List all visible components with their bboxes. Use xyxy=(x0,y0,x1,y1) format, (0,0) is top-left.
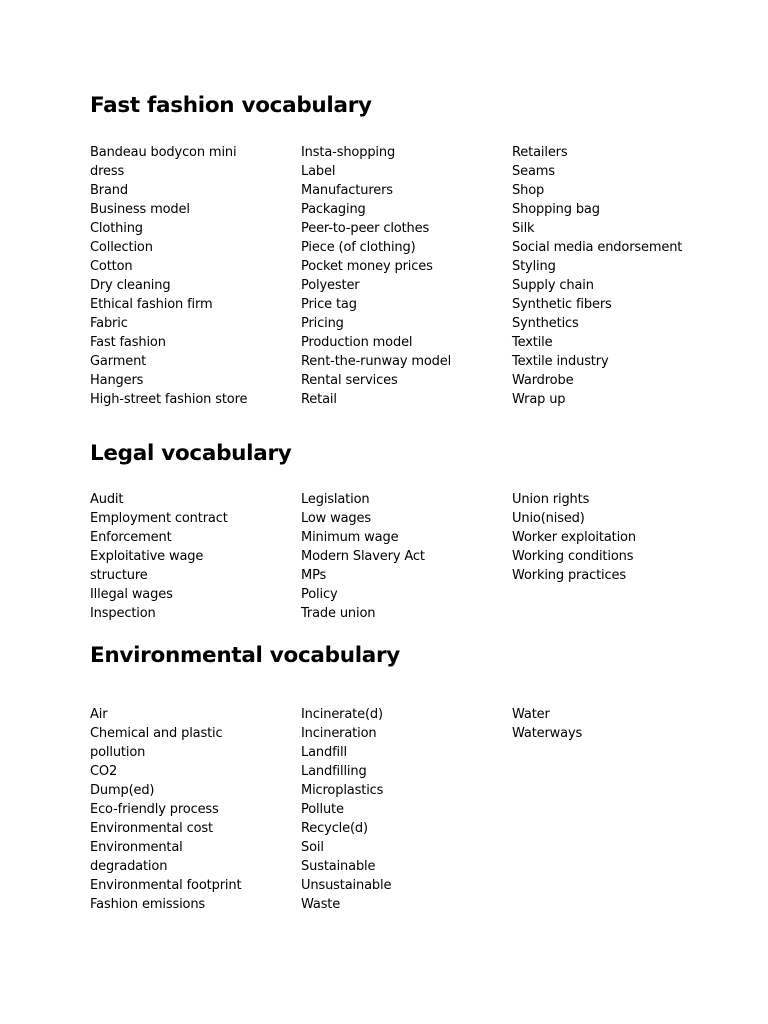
vocab-term: Union rights xyxy=(512,492,590,507)
vocab-term: High-street fashion store xyxy=(90,392,248,407)
vocab-column-2 xyxy=(301,490,506,623)
vocab-term: Chemical and plastic pollution xyxy=(90,726,223,760)
vocab-term: Pocket money prices xyxy=(301,259,433,274)
vocab-term: Landfilling xyxy=(301,764,367,779)
vocab-term: Supply chain xyxy=(512,278,594,293)
vocab-term: Waste xyxy=(301,897,341,912)
vocab-term: Packaging xyxy=(301,202,366,217)
vocab-term: Bandeau bodycon mini dress xyxy=(90,145,237,179)
vocab-term: Employment contract xyxy=(90,511,228,526)
vocab-term: Dump(ed) xyxy=(90,783,155,798)
vocab-term: Rent-the-runway model xyxy=(301,354,452,369)
vocab-term: Rental services xyxy=(301,373,398,388)
vocab-column-1 xyxy=(90,490,295,623)
vocab-term: Pollute xyxy=(301,802,344,817)
vocab-term: Policy xyxy=(301,587,338,602)
vocab-term: Inspection xyxy=(90,606,156,621)
vocab-term: Textile industry xyxy=(512,354,609,369)
vocab-term: Cotton xyxy=(90,259,133,274)
vocab-column-3 xyxy=(512,705,717,743)
vocab-term: Wardrobe xyxy=(512,373,574,388)
vocab-term: Garment xyxy=(90,354,147,369)
vocab-term: Soil xyxy=(301,840,324,855)
vocabulary-page xyxy=(90,0,730,1024)
vocab-term: Polyester xyxy=(301,278,360,293)
vocab-term: Ethical fashion firm xyxy=(90,297,213,312)
vocab-term: Textile xyxy=(512,335,553,350)
vocab-term: Synthetic fibers xyxy=(512,297,612,312)
vocab-term: Shop xyxy=(512,183,545,198)
vocab-term: Trade union xyxy=(301,606,376,621)
vocab-term: Wrap up xyxy=(512,392,566,407)
vocab-term: CO2 xyxy=(90,764,118,779)
vocab-term: Eco-friendly process xyxy=(90,802,219,817)
vocab-term: Pricing xyxy=(301,316,344,331)
vocab-column-3 xyxy=(512,490,717,585)
vocab-term: Modern Slavery Act xyxy=(301,549,425,564)
vocab-term: Business model xyxy=(90,202,190,217)
vocab-term: Working conditions xyxy=(512,549,634,564)
vocab-term: Manufacturers xyxy=(301,183,393,198)
vocab-term: Air xyxy=(90,707,108,722)
vocab-term: Landfill xyxy=(301,745,347,760)
vocab-term: Incinerate(d) xyxy=(301,707,383,722)
vocab-term: Label xyxy=(301,164,336,179)
vocab-term: Working practices xyxy=(512,568,626,583)
vocab-term: Production model xyxy=(301,335,413,350)
vocab-term: Unsustainable xyxy=(301,878,392,893)
vocab-term: Environmental footprint xyxy=(90,878,242,893)
vocab-term: MPs xyxy=(301,568,327,583)
vocab-term: Waterways xyxy=(512,726,583,741)
vocab-column-2 xyxy=(301,143,506,409)
vocab-term: Silk xyxy=(512,221,535,236)
vocab-column-2 xyxy=(301,705,506,914)
vocab-term: Recycle(d) xyxy=(301,821,368,836)
vocab-term: Retailers xyxy=(512,145,568,160)
vocab-term: Exploitative wage structure xyxy=(90,549,204,583)
vocab-term: Unio(nised) xyxy=(512,511,585,526)
vocab-term: Price tag xyxy=(301,297,357,312)
vocab-term: Clothing xyxy=(90,221,143,236)
vocab-term: Piece (of clothing) xyxy=(301,240,416,255)
vocab-term: Enforcement xyxy=(90,530,172,545)
section-title: Environmental vocabulary xyxy=(90,643,401,668)
vocab-term: Audit xyxy=(90,492,124,507)
vocab-term: Brand xyxy=(90,183,128,198)
vocab-term: Worker exploitation xyxy=(512,530,636,545)
vocab-term: Shopping bag xyxy=(512,202,600,217)
vocab-term: Hangers xyxy=(90,373,144,388)
vocab-term: Low wages xyxy=(301,511,372,526)
vocab-term: Social media endorsement xyxy=(512,240,683,255)
vocab-term: Environmental cost xyxy=(90,821,213,836)
vocab-term: Fashion emissions xyxy=(90,897,206,912)
vocab-column-1 xyxy=(90,143,295,409)
vocab-term: Fabric xyxy=(90,316,128,331)
vocab-term: Environmental degradation xyxy=(90,840,183,874)
section-title: Legal vocabulary xyxy=(90,441,292,466)
vocab-term: Styling xyxy=(512,259,556,274)
vocab-column-3 xyxy=(512,143,717,409)
vocab-term: Synthetics xyxy=(512,316,579,331)
vocab-term: Legislation xyxy=(301,492,370,507)
vocab-term: Peer-to-peer clothes xyxy=(301,221,430,236)
vocab-term: Seams xyxy=(512,164,555,179)
vocab-term: Insta-shopping xyxy=(301,145,396,160)
vocab-term: Collection xyxy=(90,240,153,255)
vocab-term: Dry cleaning xyxy=(90,278,171,293)
vocab-term: Sustainable xyxy=(301,859,376,874)
vocab-term: Fast fashion xyxy=(90,335,166,350)
vocab-term: Microplastics xyxy=(301,783,384,798)
vocab-term: Minimum wage xyxy=(301,530,399,545)
vocab-term: Illegal wages xyxy=(90,587,173,602)
vocab-term: Incineration xyxy=(301,726,377,741)
vocab-column-1 xyxy=(90,705,295,914)
vocab-term: Retail xyxy=(301,392,337,407)
section-title: Fast fashion vocabulary xyxy=(90,93,372,118)
vocab-term: Water xyxy=(512,707,550,722)
